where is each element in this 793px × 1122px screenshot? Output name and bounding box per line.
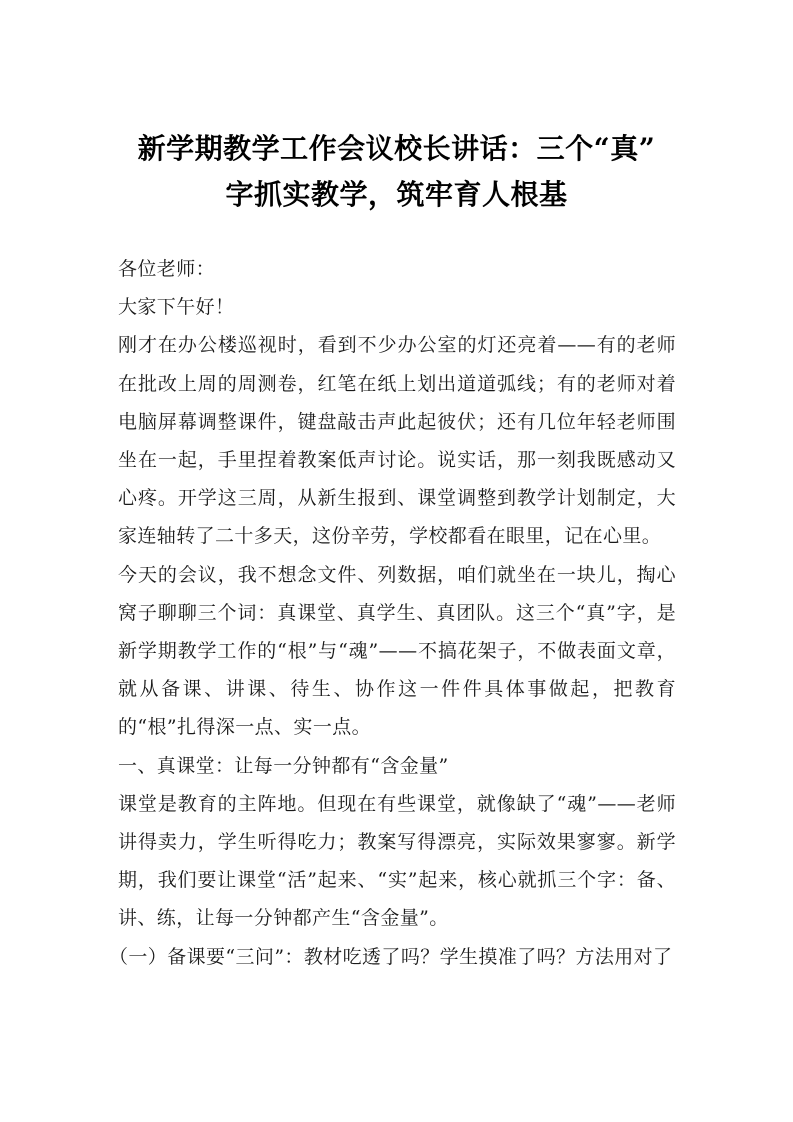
salutation: 各位老师： bbox=[118, 258, 216, 280]
section-heading-real-classroom: 一、真课堂：让每一分钟都有“含金量” bbox=[118, 754, 449, 777]
subsection-heading-lesson-prep: （一）备课要“三问”：教材吃透了吗？学生摸准了吗？方法用对了 bbox=[109, 945, 673, 968]
paragraph-opening: 刚才在办公楼巡视时，看到不少办公室的灯还亮着——有的老师在批改上周的周测卷，红笔在纸上划出道道弧线；有的老师对着电脑屏幕调整课件，键盘敲击声此起彼伏；还有几位年轻老师围坐在一起，手里捏着教案低声讨论。说实话，那一刻我既感动又心疼。开学这三周，从新生报到、课堂调整到教学计划制定，大家连轴转了二十多天，这份辛劳，学校都看在眼里，记在心里。 bbox=[118, 334, 676, 548]
paragraph-three-truths: 今天的会议，我不想念文件、列数据，咱们就坐在一块儿，掏心窝子聊聊三个词：真课堂、真学生、真团队。这三个“真”字，是新学期教学工作的“根”与“魂”——不搞花架子，不做表面文章，就从备课、讲课、待生、协作这一件件具体事做起，把教育的“根”扎得深一点、实一点。 bbox=[118, 563, 676, 739]
title-line-1: 新学期教学工作会议校长讲话：三个“真” bbox=[137, 132, 656, 165]
title-line-2: 字抓实教学，筑牢育人根基 bbox=[225, 178, 568, 211]
paragraph-classroom: 课堂是教育的主阵地。但现在有些课堂，就像缺了“魂”——老师讲得卖力，学生听得吃力；教案写得漂亮，实际效果寥寥。新学期，我们要让课堂“活”起来、“实”起来，核心就抓三个字：备、讲、练，让每一分钟都产生“含金量”。 bbox=[118, 792, 676, 930]
document-title bbox=[90, 126, 703, 218]
greeting: 大家下午好！ bbox=[118, 296, 235, 319]
document-body bbox=[109, 250, 676, 976]
